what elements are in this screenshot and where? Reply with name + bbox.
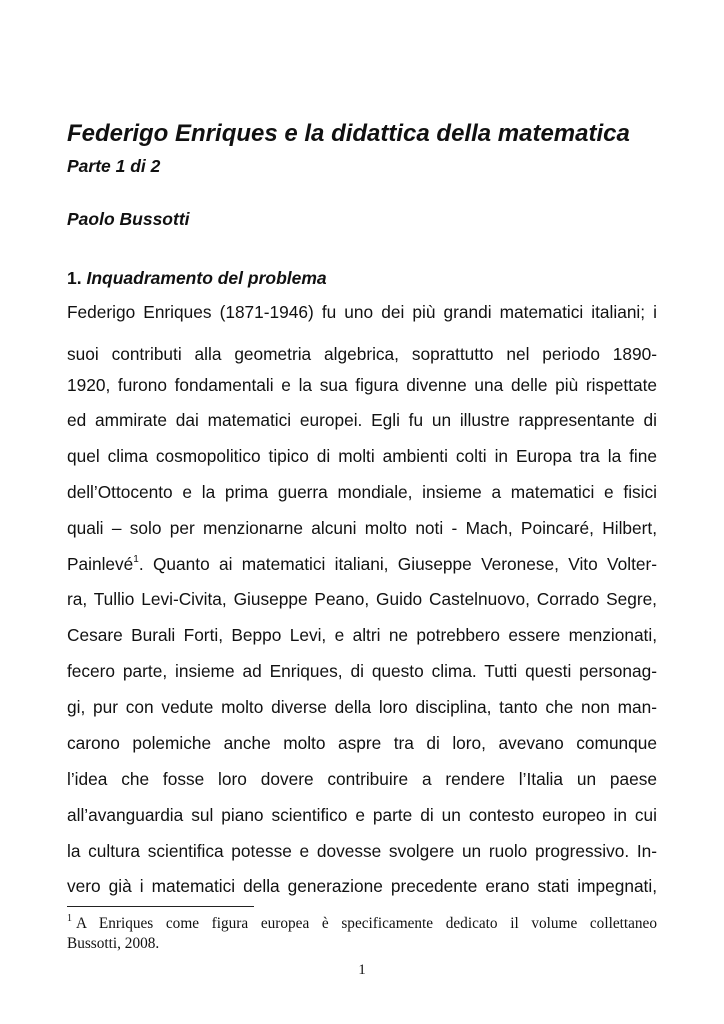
page-number: 1 <box>358 962 366 978</box>
section-heading <box>67 265 327 291</box>
body-line: all’avanguardia sul piano scientifico e parte di un contesto europeo in cui <box>67 805 657 825</box>
body-line-rest: . Quanto ai matematici italiani, Giuseppe Veronese, Vito Volter- <box>138 554 657 574</box>
body-line: 1920, furono fondamentali e la sua figura divenne una delle più rispettate <box>67 375 657 395</box>
body-line: vero già i matematici della generazione precedente erano stati impegnati, <box>67 876 657 896</box>
footnote-reference: 1 <box>133 554 139 565</box>
body-line-with-footnote <box>67 551 657 577</box>
body-line: l’idea che fosse loro dovere contribuire a rendere l’Italia un paese <box>67 769 657 789</box>
author-name: Paolo Bussotti <box>67 209 190 229</box>
body-line-start: Painlevé <box>67 554 134 574</box>
footnote-number: 1 <box>67 913 72 924</box>
footnote-line: Bussotti, 2008. <box>67 935 160 952</box>
body-line: carono polemiche anche molto aspre tra di loro, avevano comunque <box>67 733 657 753</box>
body-line: Cesare Burali Forti, Beppo Levi, e altri ne potrebbero essere menzionati, <box>67 625 657 645</box>
body-line: quali – solo per menzionarne alcuni molto noti - Mach, Poincaré, Hilbert, <box>67 518 657 538</box>
body-line: ra, Tullio Levi-Civita, Giuseppe Peano, Guido Castelnuovo, Corrado Segre, <box>67 589 657 609</box>
section-number: 1. <box>67 268 82 288</box>
body-line: dell’Ottocento e la prima guerra mondiale, insieme a matematici e fisici <box>67 482 657 502</box>
footnote-line <box>67 914 657 934</box>
body-line: quel clima cosmopolitico tipico di molti ambienti colti in Europa tra la fine <box>67 446 657 466</box>
body-line: fecero parte, insieme ad Enriques, di questo clima. Tutti questi personag- <box>67 661 657 681</box>
body-line: Federigo Enriques (1871-1946) fu uno dei più grandi matematici italiani; i <box>67 302 657 322</box>
body-line: la cultura scientifica potesse e dovesse svolgere un ruolo progressivo. In- <box>67 841 657 861</box>
body-line: gi, pur con vedute molto diverse della loro disciplina, tanto che non man- <box>67 697 657 717</box>
footnote-text: A Enriques come figura europea è specificamente dedicato il volume collettaneo <box>76 915 657 932</box>
footnote-separator <box>67 906 254 907</box>
document-title: Federigo Enriques e la didattica della matematica <box>67 120 630 147</box>
body-line: suoi contributi alla geometria algebrica, soprattutto nel periodo 1890- <box>67 344 657 364</box>
document-subtitle: Parte 1 di 2 <box>67 156 161 176</box>
body-line: ed ammirate dai matematici europei. Egli fu un illustre rappresentante di <box>67 410 657 430</box>
section-title: Inquadramento del problema <box>86 268 327 288</box>
